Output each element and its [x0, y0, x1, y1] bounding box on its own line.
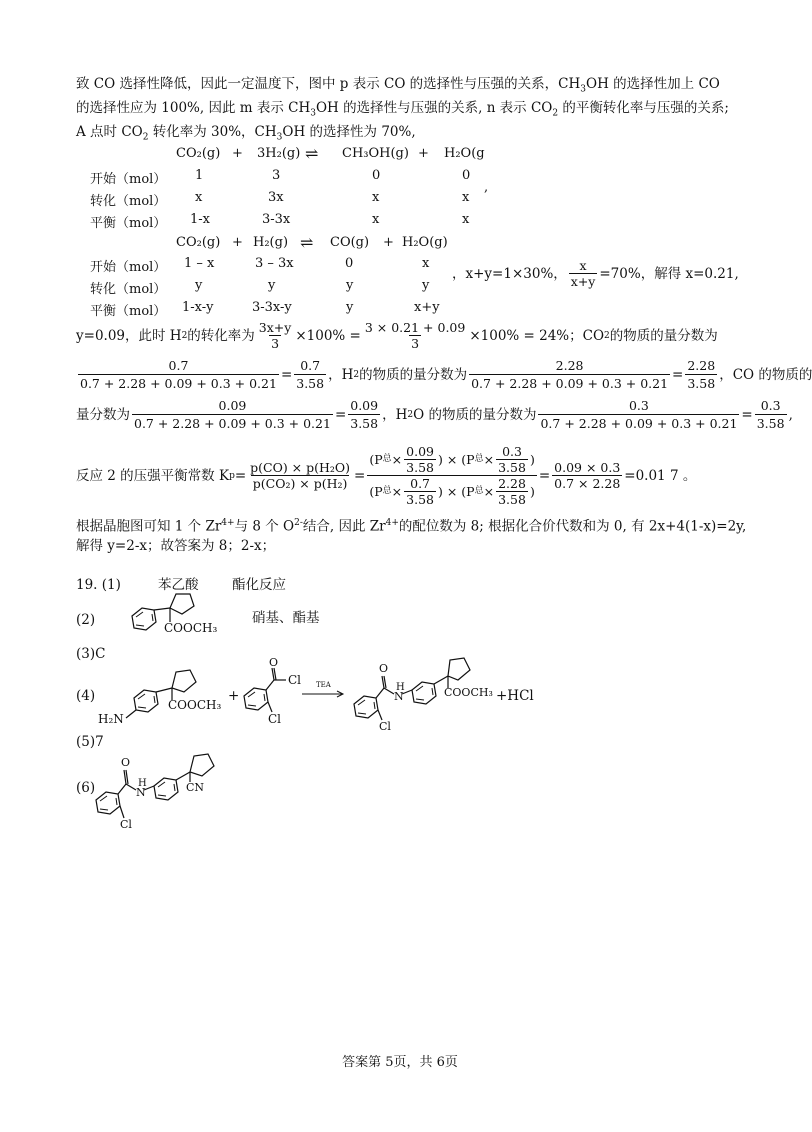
- eq1-cell: 3: [272, 168, 281, 183]
- molecule-part4-reactant1: [96, 660, 226, 730]
- eq1-h-h2: 3H₂(g): [257, 146, 301, 161]
- eq2-cell: x: [422, 256, 430, 271]
- q19-part1-label: 19. (1): [76, 577, 121, 593]
- molecule-part4-reactant2: [238, 656, 302, 730]
- eq1-cell: x: [195, 190, 203, 205]
- para-line-3: A 点时 $CO_2$ 转化率为 30%，$CH_3OH$ 的选择性为 70%,: [76, 124, 416, 143]
- eq1-cell: x: [462, 190, 470, 205]
- eq1-cell: 1-x: [190, 212, 210, 227]
- eq2-cell: y: [346, 278, 354, 293]
- eq2-h-co2: CO₂(g): [176, 235, 221, 250]
- eq2-h-h2: H₂(g): [253, 235, 289, 250]
- eq1-h-arrow: ⇌: [305, 144, 319, 163]
- q19-part3-answer: (3)C: [76, 646, 106, 662]
- eq2-row-label: 平衡（mol）: [90, 304, 167, 319]
- hydrogen-label: H: [396, 682, 405, 693]
- molecule-part4-product: [346, 654, 506, 734]
- oxygen-label: O: [121, 756, 131, 769]
- q19-answer-esterification: 酯化反应: [232, 577, 286, 593]
- eq2-cell: 3 – 3x: [255, 256, 294, 271]
- q19-part4-label: (4): [76, 688, 96, 704]
- crystal-line-2: 解得 y=2-x；故答案为 8；2-x；: [76, 538, 276, 554]
- eq2-cell: 0: [345, 256, 354, 271]
- eq1-row-label: 平衡（mol）: [90, 216, 167, 231]
- eq2-row-label: 转化（mol）: [90, 282, 167, 297]
- page-footer: 答案第 5页，共 6页: [342, 1055, 458, 1070]
- tea-label: TEA: [316, 681, 331, 689]
- ester-label: COOCH₃: [444, 686, 493, 699]
- eq2-cell: y: [268, 278, 276, 293]
- eq1-cell: 1: [195, 168, 204, 183]
- hcl-label: +HCl: [496, 688, 534, 704]
- q19-part2-label: (2): [76, 612, 96, 628]
- eq2-cell: y: [346, 300, 354, 315]
- plus-sign: +: [228, 688, 240, 704]
- eq1-cell: 0: [372, 168, 381, 183]
- conversion-line: y=0.09，此时 H 2 的转化率为 $\frac{3x+y}{3}$ ×100% = $\frac{3 \times 0.21 + 0.09}{3}$ ×100% = 24%；CO 2 的物质的量分数为: [76, 320, 718, 351]
- eq1-cell: x: [372, 190, 380, 205]
- eq2-cell: 1-x-y: [182, 300, 214, 315]
- eq1-row-label: 转化（mol）: [90, 194, 167, 209]
- eq1-h-h2o: H₂O(g: [444, 146, 485, 161]
- eq2-h-h2o: H₂O(g): [402, 235, 448, 250]
- mole-fraction-line-2: 量分数为 $\frac{0.09}{0.7 + 2.28 + 0.09 + 0.3 + 0.21}$ = $\frac{0.09}{3.58}$ ，H 2 O 的物质的量分数为 $\frac{0.3}{0.7 + 2.28 + 0.09 + 0.3 + 0.21}$ = $\frac{0.3}{3.58}$ ,: [76, 398, 793, 431]
- q19-part5-answer: (5)7: [76, 734, 104, 750]
- eq1-cell: x: [372, 212, 380, 227]
- eq1-cell: 3x: [268, 190, 284, 205]
- eq2-h-arrow: ⇌: [300, 233, 314, 252]
- oxygen-label: O: [269, 656, 279, 669]
- eq1-comma: ,: [484, 180, 489, 195]
- eq2-side-equations: ，x+y=1×30%， $\frac{x}{x+y}$ =70%，解得 x=0.21,: [452, 258, 739, 289]
- crystal-line-1: 根据晶胞图可知 1 个 $Zr^{4+}$与 8 个 $O^{2-}$结合, 因此 $Zr^{4+}$的配位数为 8; 根据化合价代数和为 0, 有 2x+4(1-x)=2y,: [76, 518, 747, 535]
- eq2-cell: x+y: [414, 300, 440, 315]
- chlorine-label: Cl: [268, 712, 282, 726]
- ester-label: COOCH₃: [168, 698, 222, 712]
- kp-equation: 反应 2 的压强平衡常数 K p = $\frac{\text{p(CO) × p(H₂O)}}{\text{p(CO₂) × p(H₂)}}$ = (P 总 × $\frac{0.09}{3.58}$ ) × (P 总 × $\frac{0.3}{3.58}$ ) (P 总 × $\frac{0.7}{3.58}$ ) × (P 总 × $\frac{2.28}{3.58}$ ) = $\frac{0.09 \times 0.3}{0.7 \times 2.28}$ =0.01 7 。: [76, 444, 697, 507]
- para-line-2: 的选择性应为 100%, 因此 m 表示 $CH_3OH$ 的选择性与压强的关系, n 表示 $CO_2$ 的平衡转化率与压强的关系;: [76, 100, 729, 119]
- eq2-h-plus2: +: [383, 235, 394, 250]
- chlorine-label: Cl: [288, 673, 302, 687]
- eq2-h-co: CO(g): [330, 235, 370, 250]
- eq1-h-plus2: +: [418, 146, 429, 161]
- eq2-cell: y: [195, 278, 203, 293]
- eq2-cell: 1 – x: [184, 256, 215, 271]
- eq1-cell: x: [462, 212, 470, 227]
- hydrogen-label: H: [138, 778, 147, 789]
- eq1-h-plus1: +: [232, 146, 243, 161]
- mole-fraction-line-1: $\frac{0.7}{0.7 + 2.28 + 0.09 + 0.3 + 0.21}$ = $\frac{0.7}{3.58}$ ，H 2 的物质的量分数为 $\frac{2.28}{0.7 + 2.28 + 0.09 + 0.3 + 0.21}$ = $\frac{2.28}{3.58}$ ，CO 的物质的: [80, 358, 812, 391]
- molecule-part2: [118, 590, 238, 642]
- q19-part6-label: (6): [76, 780, 96, 796]
- eq2-row-label: 开始（mol）: [90, 260, 167, 275]
- nitrile-label: CN: [186, 781, 205, 794]
- eq2-h-plus1: +: [232, 235, 243, 250]
- nitrogen-label: N: [394, 690, 404, 703]
- para-line-1: 致 CO 选择性降低，因此一定温度下，图中 p 表示 CO 的选择性与压强的关系，$CH_3OH$ 的选择性加上 CO: [76, 76, 720, 95]
- chlorine-label: Cl: [379, 720, 391, 733]
- q19-answer-phenylacetic-acid: 苯乙酸: [158, 577, 199, 593]
- eq2-cell: y: [422, 278, 430, 293]
- eq2-cell: 3-3x-y: [252, 300, 292, 315]
- molecule-part6: [90, 748, 230, 832]
- nitrogen-label: N: [136, 786, 146, 799]
- oxygen-label: O: [379, 662, 389, 675]
- eq1-row-label: 开始（mol）: [90, 172, 167, 187]
- amine-label: H₂N: [98, 712, 124, 726]
- eq1-cell: 0: [462, 168, 471, 183]
- q19-answer-functional-groups: 硝基、酯基: [252, 610, 320, 626]
- eq1-h-co2: CO₂(g): [176, 146, 221, 161]
- eq1-cell: 3-3x: [262, 212, 291, 227]
- eq1-h-ch3oh: CH₃OH(g): [342, 146, 409, 161]
- ester-label: COOCH₃: [164, 621, 218, 635]
- chlorine-label: Cl: [120, 818, 132, 831]
- reaction-arrow: [302, 683, 346, 699]
